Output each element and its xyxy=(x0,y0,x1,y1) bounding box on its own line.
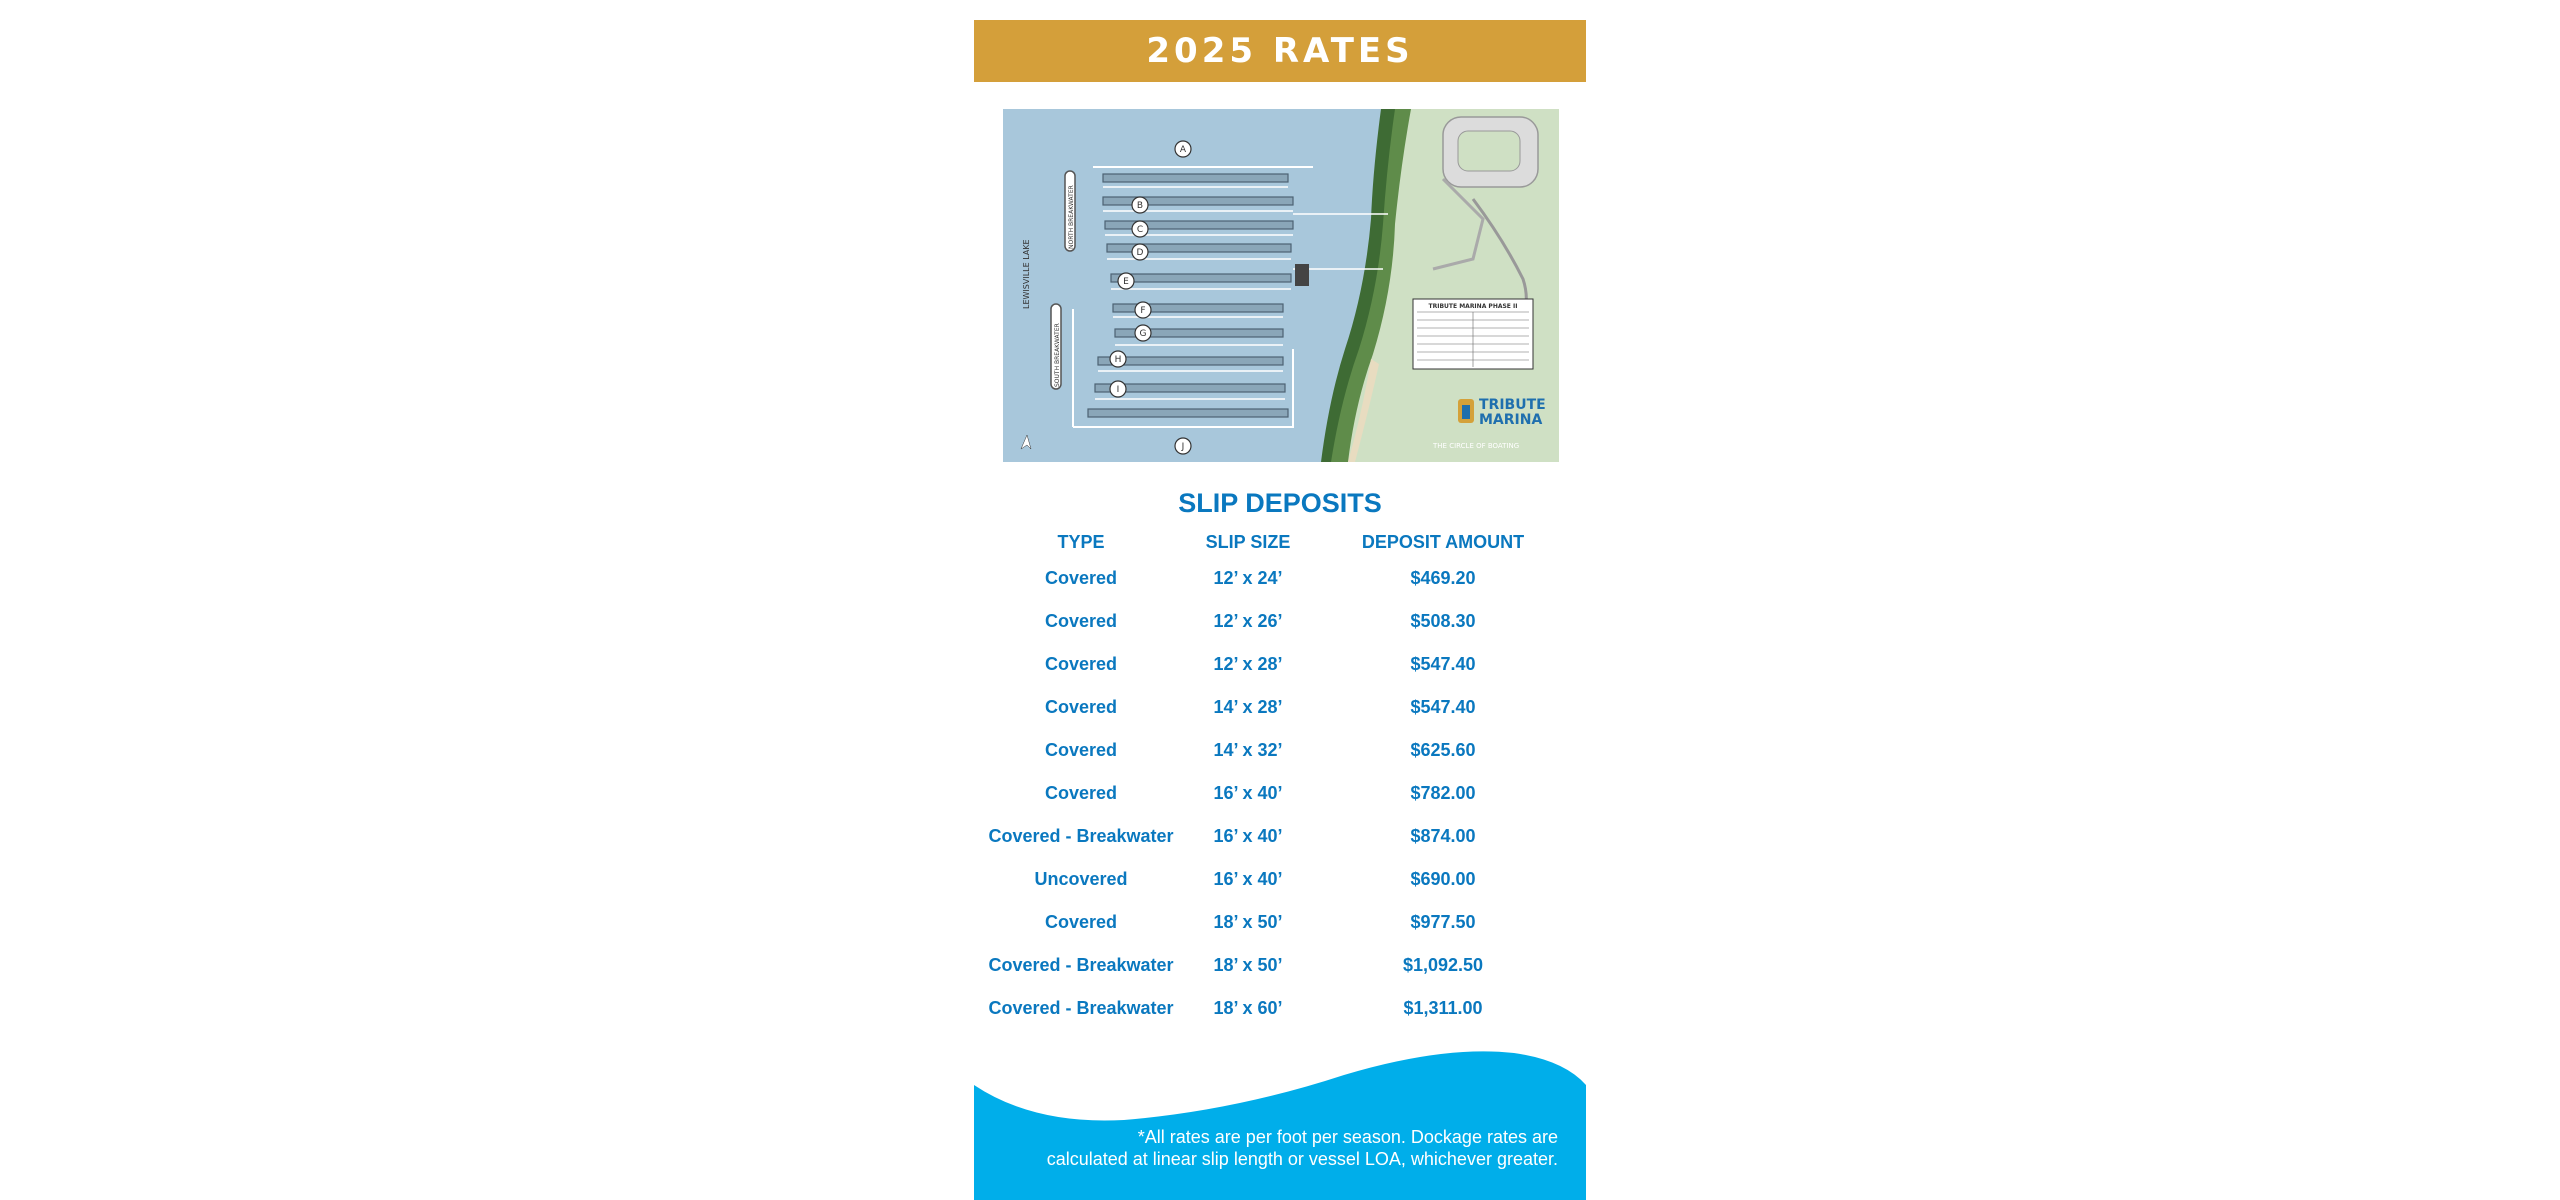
cell-slip-size: 12’ x 26’ xyxy=(1213,611,1283,631)
footer-note xyxy=(998,1126,1558,1170)
cell-type: Covered - Breakwater xyxy=(988,955,1174,975)
cell-type: Covered xyxy=(1044,783,1118,803)
cell-slip-size: 12’ x 28’ xyxy=(1213,654,1283,674)
table-row xyxy=(986,729,1566,772)
cell-deposit: $547.40 xyxy=(1410,654,1476,674)
cell-slip-size: 14’ x 32’ xyxy=(1213,740,1283,760)
slip-deposits-title: SLIP DEPOSITS xyxy=(1178,488,1382,518)
dock-letter-a: A xyxy=(1179,145,1187,155)
cell-deposit: $625.60 xyxy=(1410,740,1476,760)
table-row xyxy=(986,772,1566,815)
cell-slip-size: 16’ x 40’ xyxy=(1213,783,1283,803)
cell-slip-size: 16’ x 40’ xyxy=(1213,826,1283,846)
dock-letter-c: C xyxy=(1136,225,1144,235)
cell-type: Covered xyxy=(1044,611,1118,631)
table-row xyxy=(986,944,1566,987)
cell-deposit: $690.00 xyxy=(1410,869,1476,889)
cell-slip-size: 18’ x 50’ xyxy=(1213,955,1283,975)
map-legend-title: TRIBUTE MARINA PHASE II xyxy=(1428,303,1518,310)
dock-letter-e: E xyxy=(1123,277,1129,287)
brand-line1: TRIBUTE xyxy=(1479,397,1546,413)
table-header-row xyxy=(986,527,1566,557)
cell-type: Covered - Breakwater xyxy=(988,826,1174,846)
header-type: TYPE xyxy=(1057,531,1105,552)
header-deposit-amount: DEPOSIT AMOUNT xyxy=(1361,531,1525,552)
marina-map-graphic xyxy=(1003,109,1559,462)
cell-type: Covered xyxy=(1044,740,1118,760)
table-row xyxy=(986,901,1566,944)
cell-deposit: $469.20 xyxy=(1410,568,1476,588)
cell-slip-size: 16’ x 40’ xyxy=(1213,869,1283,889)
dock-letter-h: H xyxy=(1114,355,1122,365)
dock-letter-d: D xyxy=(1136,248,1144,258)
cell-type: Covered xyxy=(1044,912,1118,932)
dock-letter-j: J xyxy=(1181,442,1185,452)
brand-line2: MARINA xyxy=(1479,412,1543,428)
cell-slip-size: 14’ x 28’ xyxy=(1213,697,1283,717)
cell-deposit: $508.30 xyxy=(1410,611,1476,631)
table-row xyxy=(986,643,1566,686)
cell-deposit: $1,092.50 xyxy=(1402,955,1484,975)
cell-type: Covered xyxy=(1044,654,1118,674)
dock-letter-g: G xyxy=(1139,329,1147,339)
dock-letter-i: I xyxy=(1116,385,1120,395)
cell-slip-size: 18’ x 50’ xyxy=(1213,912,1283,932)
table-row xyxy=(986,987,1566,1030)
deposit-table xyxy=(986,527,1566,1030)
cell-deposit: $874.00 xyxy=(1410,826,1476,846)
cell-slip-size: 12’ x 24’ xyxy=(1213,568,1283,588)
cell-slip-size: 18’ x 60’ xyxy=(1213,998,1283,1018)
banner-title: 2025 RATES xyxy=(1146,31,1414,71)
cell-type: Uncovered xyxy=(1034,869,1128,889)
cell-deposit: $782.00 xyxy=(1410,783,1476,803)
cell-deposit: $547.40 xyxy=(1410,697,1476,717)
footer-note-line2: calculated at linear slip length or vessel LOA, whichever greater. xyxy=(1046,1149,1558,1169)
cell-deposit: $1,311.00 xyxy=(1403,998,1483,1018)
header-slip-size: SLIP SIZE xyxy=(1205,531,1291,552)
table-row xyxy=(986,557,1566,600)
brand-tagline: THE CIRCLE OF BOATING xyxy=(1433,442,1520,450)
lake-label: LEWISVILLE LAKE xyxy=(1022,239,1031,309)
rate-card xyxy=(974,0,1586,1200)
rates-banner xyxy=(974,20,1586,82)
cell-type: Covered - Breakwater xyxy=(988,998,1174,1018)
south-breakwater-label: SOUTH BREAKWATER xyxy=(1054,323,1061,387)
north-breakwater-label: NORTH BREAKWATER xyxy=(1068,185,1075,249)
cell-deposit: $977.50 xyxy=(1410,912,1476,932)
marina-map xyxy=(1003,109,1559,462)
footer-note-line1: *All rates are per foot per season. Dockage rates are xyxy=(1137,1127,1558,1147)
table-row xyxy=(986,686,1566,729)
cell-type: Covered xyxy=(1044,568,1118,588)
dock-letter-b: B xyxy=(1136,201,1144,211)
dock-letter-f: F xyxy=(1140,306,1146,316)
table-row xyxy=(986,600,1566,643)
cell-type: Covered xyxy=(1044,697,1118,717)
table-row xyxy=(986,858,1566,901)
table-row xyxy=(986,815,1566,858)
footer-wave xyxy=(974,1045,1586,1200)
